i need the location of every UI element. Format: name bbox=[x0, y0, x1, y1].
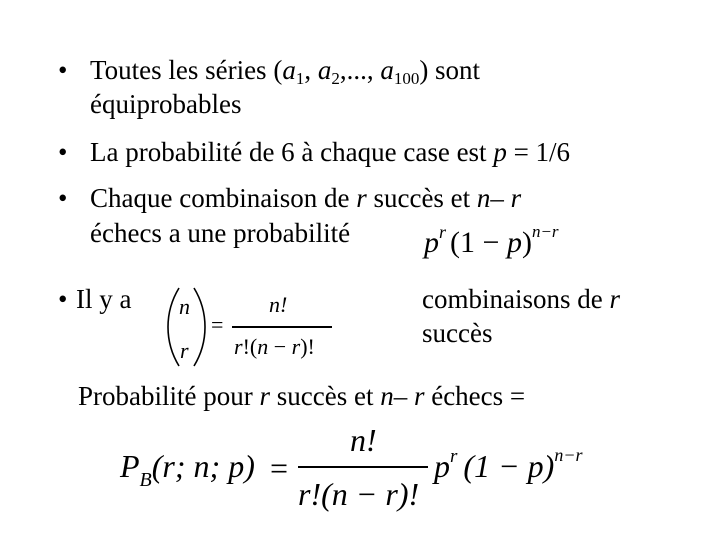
bullet-3-text-pre: Chaque combinaison de bbox=[90, 183, 357, 213]
bullet-4-right-line-1 bbox=[422, 284, 620, 314]
bullet-4-right-line-2: succès bbox=[422, 318, 493, 348]
summary-minus: – bbox=[393, 381, 408, 411]
summary-pre: Probabilité pour bbox=[78, 381, 260, 411]
pb-equals: = bbox=[270, 450, 289, 486]
binom-den-close: )! bbox=[300, 334, 315, 359]
pb-lhs bbox=[120, 448, 255, 489]
summary-r: r bbox=[259, 381, 270, 411]
combinations-text: combinaisons de bbox=[422, 284, 610, 314]
var-a1: a bbox=[282, 55, 296, 85]
minus: – bbox=[490, 183, 504, 213]
bullet-2-line bbox=[90, 137, 570, 167]
prob-r-exp: r bbox=[439, 222, 447, 242]
pb-rhs bbox=[434, 445, 583, 490]
prob-p2: p bbox=[506, 226, 522, 259]
binom-numerator: n! bbox=[269, 292, 288, 317]
binom-den-r2: r bbox=[291, 334, 301, 359]
pb-p: p bbox=[434, 448, 450, 484]
bullet-3-text-mid: succès et bbox=[366, 183, 477, 213]
bullet-1-text-pre: Toutes les séries ( bbox=[90, 55, 283, 85]
var-r2: r bbox=[503, 183, 522, 213]
formula-probability bbox=[424, 222, 559, 264]
pb-paren: (1 − p) bbox=[463, 448, 555, 484]
binom-den-r: r bbox=[234, 334, 243, 359]
pb-r-exp: r bbox=[450, 446, 458, 467]
bullet-3-dot: • bbox=[58, 183, 68, 213]
prob-close: ) bbox=[521, 226, 532, 259]
bullet-1-text-post: ) sont bbox=[419, 55, 481, 85]
pb-numerator: n! bbox=[350, 422, 377, 458]
summary-mid: succès et bbox=[270, 381, 381, 411]
summary-post: échecs = bbox=[424, 381, 526, 411]
ellipsis: ,..., bbox=[339, 55, 381, 85]
binom-den-minus: − bbox=[268, 334, 292, 359]
bullet-1-line-1 bbox=[90, 55, 481, 88]
sub-100: 100 bbox=[393, 69, 420, 88]
var-p: p bbox=[493, 137, 507, 167]
var-a2: a bbox=[317, 55, 332, 85]
pb-fraction-bar bbox=[298, 466, 428, 468]
var-r: r bbox=[356, 183, 367, 213]
binom-fraction-bar bbox=[232, 326, 332, 328]
var-a100: a bbox=[380, 55, 394, 85]
var-r3: r bbox=[609, 284, 620, 314]
binom-n: n bbox=[179, 294, 190, 319]
summary-r2: r bbox=[407, 381, 425, 411]
binom-denominator bbox=[234, 334, 315, 360]
prob-p: p bbox=[424, 226, 439, 259]
sub-2: 2 bbox=[331, 69, 340, 88]
bullet-4-dot: • bbox=[58, 284, 68, 314]
pb-args: (r; n; p) bbox=[151, 448, 255, 484]
summary-line bbox=[78, 381, 525, 411]
pb-B: B bbox=[139, 469, 152, 491]
pb-exp: n−r bbox=[554, 445, 583, 465]
prob-exp: n−r bbox=[531, 222, 559, 241]
bullet-1-dot: • bbox=[58, 55, 68, 85]
sub-1: 1 bbox=[295, 69, 305, 88]
bullet-2-text-post: = 1/6 bbox=[506, 137, 571, 167]
binom-den-open: !( bbox=[242, 334, 258, 359]
summary-n: n bbox=[380, 381, 394, 411]
binom-equals: = bbox=[211, 312, 224, 337]
pb-denominator: r!(n − r)! bbox=[298, 476, 420, 512]
binom-right-paren bbox=[192, 286, 208, 368]
bullet-3-line-1 bbox=[90, 183, 521, 213]
bullet-1-line-2: équiprobables bbox=[90, 89, 242, 119]
bullet-2-text-pre: La probabilité de 6 à chaque case est bbox=[90, 137, 494, 167]
sep-1: , bbox=[304, 55, 318, 85]
bullet-4-text: Il y a bbox=[76, 284, 132, 314]
bullet-2-dot: • bbox=[58, 137, 68, 167]
pb-P: P bbox=[120, 448, 140, 484]
var-n: n bbox=[476, 183, 491, 213]
bullet-3-line-2: échecs a une probabilité bbox=[90, 218, 351, 248]
binom-r: r bbox=[180, 338, 189, 363]
binom-den-n: n bbox=[257, 334, 269, 359]
prob-paren: (1 − bbox=[450, 226, 507, 259]
